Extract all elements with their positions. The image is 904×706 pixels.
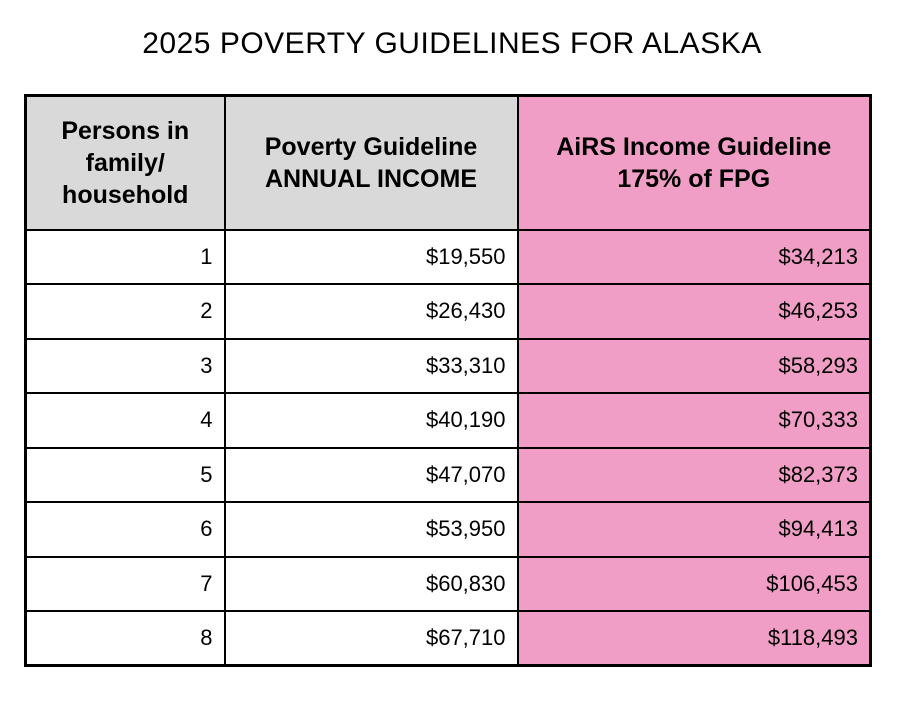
table-row — [26, 339, 871, 394]
airs-guideline-cell: $94,413 — [518, 502, 871, 557]
annual-income-cell: $19,550 — [225, 230, 518, 285]
persons-cell: 6 — [26, 502, 225, 557]
header-line: 175% of FPG — [617, 164, 771, 193]
persons-cell: 8 — [26, 611, 225, 666]
annual-income-cell: $53,950 — [225, 502, 518, 557]
header-poverty-guideline-annual-income — [225, 96, 518, 230]
header-line: AiRS Income Guideline — [556, 132, 832, 161]
table-row — [26, 393, 871, 448]
table-row — [26, 448, 871, 503]
header-line: ANNUAL INCOME — [264, 164, 478, 193]
airs-guideline-cell: $46,253 — [518, 284, 871, 339]
table-row — [26, 502, 871, 557]
table-row — [26, 557, 871, 612]
table-row — [26, 611, 871, 666]
airs-guideline-cell: $118,493 — [518, 611, 871, 666]
page-title: 2025 POVERTY GUIDELINES FOR ALASKA — [142, 27, 762, 60]
annual-income-cell: $26,430 — [225, 284, 518, 339]
persons-cell: 7 — [26, 557, 225, 612]
airs-guideline-cell: $58,293 — [518, 339, 871, 394]
header-line: Persons in — [61, 116, 190, 145]
table-row — [26, 284, 871, 339]
header-line: Poverty Guideline — [264, 132, 478, 161]
persons-cell: 5 — [26, 448, 225, 503]
airs-guideline-cell: $82,373 — [518, 448, 871, 503]
airs-guideline-cell: $70,333 — [518, 393, 871, 448]
header-airs-income-guideline — [518, 96, 871, 230]
table-row — [26, 230, 871, 285]
annual-income-cell: $47,070 — [225, 448, 518, 503]
header-line: household — [62, 180, 189, 209]
header-line: family/ — [85, 148, 165, 177]
persons-cell: 2 — [26, 284, 225, 339]
poverty-guidelines-table — [24, 94, 872, 667]
annual-income-cell: $33,310 — [225, 339, 518, 394]
header-persons-in-household — [26, 96, 225, 230]
persons-cell: 4 — [26, 393, 225, 448]
persons-cell: 1 — [26, 230, 225, 285]
persons-cell: 3 — [26, 339, 225, 394]
annual-income-cell: $60,830 — [225, 557, 518, 612]
airs-guideline-cell: $106,453 — [518, 557, 871, 612]
annual-income-cell: $40,190 — [225, 393, 518, 448]
airs-guideline-cell: $34,213 — [518, 230, 871, 285]
header-row — [26, 96, 871, 230]
annual-income-cell: $67,710 — [225, 611, 518, 666]
